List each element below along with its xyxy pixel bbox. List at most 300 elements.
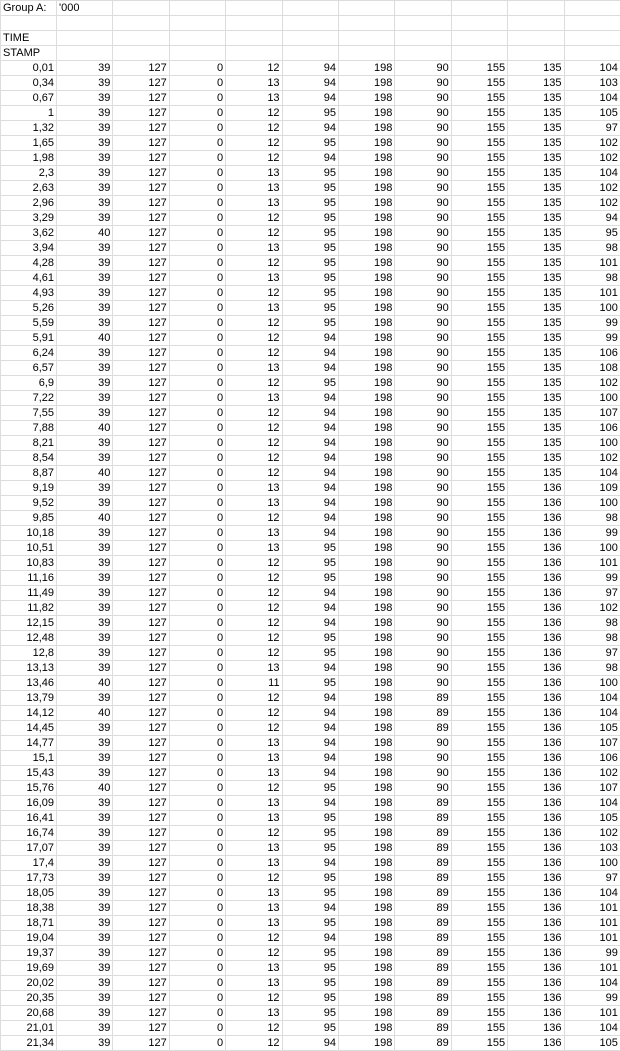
value-cell[interactable]: 90	[395, 766, 451, 781]
value-cell[interactable]: 198	[338, 796, 394, 811]
value-cell[interactable]: 90	[395, 301, 451, 316]
value-cell[interactable]: 102	[564, 151, 620, 166]
value-cell[interactable]: 39	[57, 346, 113, 361]
value-cell[interactable]: 155	[451, 136, 507, 151]
value-cell[interactable]: 0	[169, 706, 225, 721]
value-cell[interactable]: 104	[564, 91, 620, 106]
value-cell[interactable]: 12	[226, 931, 282, 946]
value-cell[interactable]: 39	[57, 571, 113, 586]
value-cell[interactable]: 155	[451, 901, 507, 916]
value-cell[interactable]: 135	[508, 301, 564, 316]
time-stamp-cell[interactable]: 7,55	[1, 406, 57, 421]
value-cell[interactable]: 89	[395, 811, 451, 826]
value-cell[interactable]: 90	[395, 526, 451, 541]
value-cell[interactable]: 89	[395, 1036, 451, 1051]
value-cell[interactable]: 39	[57, 91, 113, 106]
value-cell[interactable]: 39	[57, 121, 113, 136]
value-cell[interactable]: 136	[508, 526, 564, 541]
value-cell[interactable]: 12	[226, 631, 282, 646]
value-cell[interactable]: 101	[564, 931, 620, 946]
time-stamp-cell[interactable]: 5,59	[1, 316, 57, 331]
value-cell[interactable]: 90	[395, 211, 451, 226]
value-cell[interactable]: 94	[282, 751, 338, 766]
value-cell[interactable]: 198	[338, 811, 394, 826]
value-cell[interactable]: 13	[226, 751, 282, 766]
cell[interactable]	[113, 16, 169, 31]
value-cell[interactable]: 101	[564, 961, 620, 976]
value-cell[interactable]: 89	[395, 886, 451, 901]
value-cell[interactable]: 90	[395, 226, 451, 241]
value-cell[interactable]: 94	[282, 856, 338, 871]
time-stamp-cell[interactable]: 21,34	[1, 1036, 57, 1051]
value-cell[interactable]: 198	[338, 571, 394, 586]
value-cell[interactable]: 90	[395, 91, 451, 106]
value-cell[interactable]: 13	[226, 76, 282, 91]
cell[interactable]	[282, 46, 338, 61]
value-cell[interactable]: 89	[395, 796, 451, 811]
value-cell[interactable]: 39	[57, 826, 113, 841]
value-cell[interactable]: 40	[57, 781, 113, 796]
value-cell[interactable]: 90	[395, 181, 451, 196]
value-cell[interactable]: 102	[564, 451, 620, 466]
value-cell[interactable]: 0	[169, 541, 225, 556]
value-cell[interactable]: 127	[113, 736, 169, 751]
time-stamp-cell[interactable]: 6,9	[1, 376, 57, 391]
value-cell[interactable]: 39	[57, 751, 113, 766]
value-cell[interactable]: 94	[282, 496, 338, 511]
value-cell[interactable]: 155	[451, 796, 507, 811]
value-cell[interactable]: 90	[395, 241, 451, 256]
value-cell[interactable]: 99	[564, 946, 620, 961]
value-cell[interactable]: 13	[226, 91, 282, 106]
value-cell[interactable]: 136	[508, 736, 564, 751]
value-cell[interactable]: 155	[451, 586, 507, 601]
value-cell[interactable]: 127	[113, 646, 169, 661]
value-cell[interactable]: 13	[226, 241, 282, 256]
value-cell[interactable]: 94	[282, 691, 338, 706]
value-cell[interactable]: 39	[57, 361, 113, 376]
value-cell[interactable]: 135	[508, 421, 564, 436]
value-cell[interactable]: 12	[226, 106, 282, 121]
value-cell[interactable]: 12	[226, 571, 282, 586]
value-cell[interactable]: 101	[564, 286, 620, 301]
value-cell[interactable]: 0	[169, 346, 225, 361]
cell[interactable]	[564, 16, 620, 31]
value-cell[interactable]: 94	[282, 451, 338, 466]
value-cell[interactable]: 135	[508, 466, 564, 481]
value-cell[interactable]: 13	[226, 361, 282, 376]
cell[interactable]	[395, 1, 451, 16]
value-cell[interactable]: 127	[113, 961, 169, 976]
value-cell[interactable]: 198	[338, 541, 394, 556]
value-cell[interactable]: 155	[451, 286, 507, 301]
value-cell[interactable]: 95	[282, 841, 338, 856]
value-cell[interactable]: 155	[451, 721, 507, 736]
value-cell[interactable]: 13	[226, 391, 282, 406]
cell[interactable]	[508, 16, 564, 31]
value-cell[interactable]: 98	[564, 616, 620, 631]
value-cell[interactable]: 102	[564, 766, 620, 781]
value-cell[interactable]: 198	[338, 106, 394, 121]
value-cell[interactable]: 198	[338, 871, 394, 886]
value-cell[interactable]: 107	[564, 406, 620, 421]
value-cell[interactable]: 99	[564, 331, 620, 346]
value-cell[interactable]: 135	[508, 436, 564, 451]
value-cell[interactable]: 94	[282, 721, 338, 736]
cell[interactable]	[338, 16, 394, 31]
value-cell[interactable]: 12	[226, 316, 282, 331]
value-cell[interactable]: 135	[508, 451, 564, 466]
value-cell[interactable]: 198	[338, 301, 394, 316]
time-stamp-cell[interactable]: 15,43	[1, 766, 57, 781]
value-cell[interactable]: 155	[451, 976, 507, 991]
value-cell[interactable]: 136	[508, 511, 564, 526]
value-cell[interactable]: 155	[451, 1006, 507, 1021]
value-cell[interactable]: 0	[169, 436, 225, 451]
value-cell[interactable]: 13	[226, 481, 282, 496]
value-cell[interactable]: 12	[226, 706, 282, 721]
value-cell[interactable]: 198	[338, 196, 394, 211]
time-stamp-cell[interactable]: 10,18	[1, 526, 57, 541]
value-cell[interactable]: 39	[57, 481, 113, 496]
value-cell[interactable]: 105	[564, 721, 620, 736]
value-cell[interactable]: 39	[57, 766, 113, 781]
value-cell[interactable]: 0	[169, 796, 225, 811]
value-cell[interactable]: 12	[226, 331, 282, 346]
value-cell[interactable]: 127	[113, 1021, 169, 1036]
value-cell[interactable]: 0	[169, 601, 225, 616]
value-cell[interactable]: 90	[395, 496, 451, 511]
value-cell[interactable]: 136	[508, 496, 564, 511]
value-cell[interactable]: 127	[113, 376, 169, 391]
value-cell[interactable]: 104	[564, 166, 620, 181]
value-cell[interactable]: 12	[226, 121, 282, 136]
value-cell[interactable]: 90	[395, 736, 451, 751]
value-cell[interactable]: 101	[564, 256, 620, 271]
value-cell[interactable]: 104	[564, 691, 620, 706]
value-cell[interactable]: 135	[508, 271, 564, 286]
value-cell[interactable]: 155	[451, 736, 507, 751]
value-cell[interactable]: 100	[564, 856, 620, 871]
value-cell[interactable]: 135	[508, 151, 564, 166]
time-stamp-cell[interactable]: 14,12	[1, 706, 57, 721]
value-cell[interactable]: 94	[282, 526, 338, 541]
value-cell[interactable]: 104	[564, 1021, 620, 1036]
value-cell[interactable]: 94	[564, 211, 620, 226]
value-cell[interactable]: 155	[451, 481, 507, 496]
value-cell[interactable]: 136	[508, 826, 564, 841]
value-cell[interactable]: 39	[57, 196, 113, 211]
value-cell[interactable]: 127	[113, 871, 169, 886]
value-cell[interactable]: 39	[57, 301, 113, 316]
value-cell[interactable]: 95	[282, 1006, 338, 1021]
value-cell[interactable]: 101	[564, 916, 620, 931]
value-cell[interactable]: 155	[451, 121, 507, 136]
value-cell[interactable]: 39	[57, 106, 113, 121]
value-cell[interactable]: 0	[169, 421, 225, 436]
value-cell[interactable]: 0	[169, 916, 225, 931]
value-cell[interactable]: 127	[113, 301, 169, 316]
value-cell[interactable]: 198	[338, 991, 394, 1006]
value-cell[interactable]: 136	[508, 706, 564, 721]
value-cell[interactable]: 127	[113, 751, 169, 766]
value-cell[interactable]: 95	[282, 196, 338, 211]
time-stamp-cell[interactable]: 17,4	[1, 856, 57, 871]
value-cell[interactable]: 127	[113, 121, 169, 136]
value-cell[interactable]: 155	[451, 706, 507, 721]
value-cell[interactable]: 198	[338, 241, 394, 256]
value-cell[interactable]: 198	[338, 706, 394, 721]
value-cell[interactable]: 136	[508, 811, 564, 826]
value-cell[interactable]: 0	[169, 286, 225, 301]
value-cell[interactable]: 39	[57, 1021, 113, 1036]
value-cell[interactable]: 40	[57, 421, 113, 436]
value-cell[interactable]: 102	[564, 181, 620, 196]
value-cell[interactable]: 198	[338, 331, 394, 346]
value-cell[interactable]: 39	[57, 796, 113, 811]
value-cell[interactable]: 0	[169, 841, 225, 856]
value-cell[interactable]: 12	[226, 286, 282, 301]
value-cell[interactable]: 104	[564, 976, 620, 991]
cell[interactable]	[451, 46, 507, 61]
value-cell[interactable]: 12	[226, 826, 282, 841]
value-cell[interactable]: 13	[226, 526, 282, 541]
value-cell[interactable]: 101	[564, 1006, 620, 1021]
value-cell[interactable]: 0	[169, 616, 225, 631]
value-cell[interactable]: 155	[451, 316, 507, 331]
value-cell[interactable]: 95	[282, 166, 338, 181]
value-cell[interactable]: 155	[451, 391, 507, 406]
cell[interactable]	[169, 16, 225, 31]
value-cell[interactable]: 198	[338, 136, 394, 151]
value-cell[interactable]: 12	[226, 721, 282, 736]
value-cell[interactable]: 136	[508, 556, 564, 571]
value-cell[interactable]: 90	[395, 421, 451, 436]
value-cell[interactable]: 39	[57, 811, 113, 826]
value-cell[interactable]: 90	[395, 676, 451, 691]
value-cell[interactable]: 0	[169, 91, 225, 106]
value-cell[interactable]: 13	[226, 796, 282, 811]
value-cell[interactable]: 0	[169, 571, 225, 586]
value-cell[interactable]: 12	[226, 871, 282, 886]
value-cell[interactable]: 155	[451, 811, 507, 826]
value-cell[interactable]: 39	[57, 871, 113, 886]
value-cell[interactable]: 127	[113, 61, 169, 76]
value-cell[interactable]: 39	[57, 61, 113, 76]
time-stamp-cell[interactable]: 8,21	[1, 436, 57, 451]
cell[interactable]	[564, 46, 620, 61]
value-cell[interactable]: 39	[57, 406, 113, 421]
value-cell[interactable]: 90	[395, 271, 451, 286]
value-cell[interactable]: 155	[451, 436, 507, 451]
value-cell[interactable]: 90	[395, 631, 451, 646]
cell[interactable]	[57, 16, 113, 31]
value-cell[interactable]: 90	[395, 346, 451, 361]
value-cell[interactable]: 94	[282, 361, 338, 376]
value-cell[interactable]: 39	[57, 181, 113, 196]
time-stamp-cell[interactable]: 19,69	[1, 961, 57, 976]
value-cell[interactable]: 12	[226, 601, 282, 616]
value-cell[interactable]: 90	[395, 76, 451, 91]
value-cell[interactable]: 0	[169, 151, 225, 166]
value-cell[interactable]: 136	[508, 916, 564, 931]
value-cell[interactable]: 90	[395, 571, 451, 586]
value-cell[interactable]: 106	[564, 421, 620, 436]
value-cell[interactable]: 198	[338, 481, 394, 496]
value-cell[interactable]: 89	[395, 901, 451, 916]
value-cell[interactable]: 136	[508, 796, 564, 811]
value-cell[interactable]: 94	[282, 586, 338, 601]
time-stamp-cell[interactable]: 11,82	[1, 601, 57, 616]
value-cell[interactable]: 94	[282, 901, 338, 916]
value-cell[interactable]: 99	[564, 526, 620, 541]
value-cell[interactable]: 95	[282, 886, 338, 901]
value-cell[interactable]: 89	[395, 826, 451, 841]
time-stamp-cell[interactable]: 5,91	[1, 331, 57, 346]
value-cell[interactable]: 198	[338, 436, 394, 451]
value-cell[interactable]: 0	[169, 751, 225, 766]
value-cell[interactable]: 39	[57, 586, 113, 601]
value-cell[interactable]: 12	[226, 691, 282, 706]
time-header-cell[interactable]: TIME	[1, 31, 57, 46]
value-cell[interactable]: 90	[395, 586, 451, 601]
value-cell[interactable]: 95	[282, 316, 338, 331]
value-cell[interactable]: 13	[226, 766, 282, 781]
value-cell[interactable]: 155	[451, 886, 507, 901]
value-cell[interactable]: 90	[395, 151, 451, 166]
value-cell[interactable]: 39	[57, 166, 113, 181]
value-cell[interactable]: 12	[226, 616, 282, 631]
value-cell[interactable]: 90	[395, 376, 451, 391]
value-cell[interactable]: 155	[451, 556, 507, 571]
time-stamp-cell[interactable]: 12,48	[1, 631, 57, 646]
value-cell[interactable]: 95	[282, 301, 338, 316]
value-cell[interactable]: 127	[113, 886, 169, 901]
value-cell[interactable]: 136	[508, 646, 564, 661]
value-cell[interactable]: 0	[169, 1006, 225, 1021]
value-cell[interactable]: 127	[113, 541, 169, 556]
value-cell[interactable]: 198	[338, 976, 394, 991]
value-cell[interactable]: 155	[451, 421, 507, 436]
value-cell[interactable]: 90	[395, 751, 451, 766]
value-cell[interactable]: 135	[508, 121, 564, 136]
value-cell[interactable]: 0	[169, 811, 225, 826]
value-cell[interactable]: 89	[395, 871, 451, 886]
value-cell[interactable]: 100	[564, 391, 620, 406]
value-cell[interactable]: 109	[564, 481, 620, 496]
value-cell[interactable]: 127	[113, 676, 169, 691]
value-cell[interactable]: 136	[508, 751, 564, 766]
value-cell[interactable]: 0	[169, 826, 225, 841]
value-cell[interactable]: 97	[564, 121, 620, 136]
value-cell[interactable]: 39	[57, 661, 113, 676]
value-cell[interactable]: 94	[282, 91, 338, 106]
value-cell[interactable]: 135	[508, 106, 564, 121]
value-cell[interactable]: 127	[113, 796, 169, 811]
value-cell[interactable]: 95	[282, 256, 338, 271]
value-cell[interactable]: 0	[169, 241, 225, 256]
value-cell[interactable]: 127	[113, 616, 169, 631]
value-cell[interactable]: 198	[338, 601, 394, 616]
value-cell[interactable]: 95	[282, 961, 338, 976]
value-cell[interactable]: 102	[564, 136, 620, 151]
cell[interactable]	[226, 16, 282, 31]
time-stamp-cell[interactable]: 8,87	[1, 466, 57, 481]
value-cell[interactable]: 198	[338, 61, 394, 76]
value-cell[interactable]: 155	[451, 226, 507, 241]
value-cell[interactable]: 127	[113, 256, 169, 271]
value-cell[interactable]: 12	[226, 646, 282, 661]
time-stamp-cell[interactable]: 13,13	[1, 661, 57, 676]
value-cell[interactable]: 127	[113, 991, 169, 1006]
value-cell[interactable]: 0	[169, 226, 225, 241]
time-stamp-cell[interactable]: 18,38	[1, 901, 57, 916]
value-cell[interactable]: 0	[169, 661, 225, 676]
value-cell[interactable]: 198	[338, 76, 394, 91]
value-cell[interactable]: 94	[282, 661, 338, 676]
time-stamp-cell[interactable]: 2,3	[1, 166, 57, 181]
value-cell[interactable]: 136	[508, 661, 564, 676]
value-cell[interactable]: 102	[564, 376, 620, 391]
value-cell[interactable]: 102	[564, 601, 620, 616]
value-cell[interactable]: 39	[57, 1006, 113, 1021]
value-cell[interactable]: 155	[451, 931, 507, 946]
value-cell[interactable]: 0	[169, 1021, 225, 1036]
value-cell[interactable]: 198	[338, 751, 394, 766]
value-cell[interactable]: 12	[226, 991, 282, 1006]
value-cell[interactable]: 94	[282, 121, 338, 136]
value-cell[interactable]: 155	[451, 331, 507, 346]
value-cell[interactable]: 136	[508, 631, 564, 646]
value-cell[interactable]: 0	[169, 781, 225, 796]
value-cell[interactable]: 40	[57, 676, 113, 691]
value-cell[interactable]: 155	[451, 856, 507, 871]
value-cell[interactable]: 40	[57, 706, 113, 721]
cell[interactable]	[226, 1, 282, 16]
value-cell[interactable]: 13	[226, 1006, 282, 1021]
value-cell[interactable]: 127	[113, 451, 169, 466]
value-cell[interactable]: 94	[282, 766, 338, 781]
value-cell[interactable]: 127	[113, 571, 169, 586]
value-cell[interactable]: 155	[451, 766, 507, 781]
cell[interactable]	[451, 31, 507, 46]
value-cell[interactable]: 94	[282, 931, 338, 946]
value-cell[interactable]: 95	[282, 811, 338, 826]
value-cell[interactable]: 100	[564, 301, 620, 316]
value-cell[interactable]: 135	[508, 91, 564, 106]
value-cell[interactable]: 90	[395, 106, 451, 121]
value-cell[interactable]: 89	[395, 976, 451, 991]
value-cell[interactable]: 13	[226, 976, 282, 991]
value-cell[interactable]: 94	[282, 736, 338, 751]
value-cell[interactable]: 155	[451, 106, 507, 121]
value-cell[interactable]: 0	[169, 856, 225, 871]
value-cell[interactable]: 136	[508, 601, 564, 616]
value-cell[interactable]: 39	[57, 616, 113, 631]
value-cell[interactable]: 103	[564, 76, 620, 91]
value-cell[interactable]: 155	[451, 916, 507, 931]
group-value-cell[interactable]: '000	[57, 1, 113, 16]
value-cell[interactable]: 0	[169, 361, 225, 376]
value-cell[interactable]: 0	[169, 196, 225, 211]
cell[interactable]	[57, 46, 113, 61]
value-cell[interactable]: 103	[564, 841, 620, 856]
value-cell[interactable]: 198	[338, 766, 394, 781]
value-cell[interactable]: 12	[226, 1021, 282, 1036]
value-cell[interactable]: 198	[338, 496, 394, 511]
value-cell[interactable]: 0	[169, 871, 225, 886]
value-cell[interactable]: 40	[57, 331, 113, 346]
